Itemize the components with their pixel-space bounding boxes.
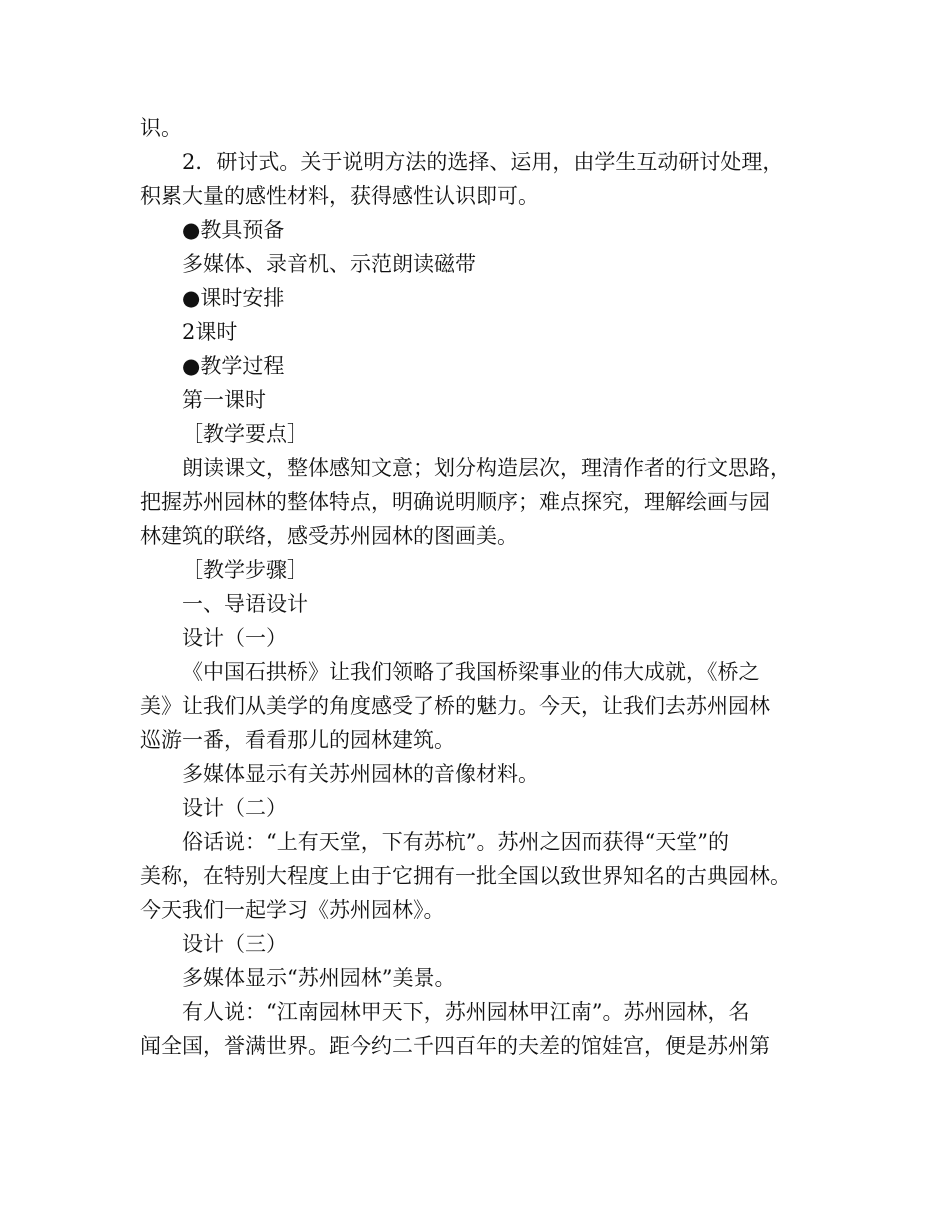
text-line: 《中国石拱桥》让我们领略了我国桥梁事业的伟大成就，《桥之 <box>182 660 760 684</box>
text-line: 有人说：“江南园林甲天下，苏州园林甲江南”。苏州园林，名 <box>182 1000 750 1024</box>
text-line: ●教学过程 <box>182 354 285 378</box>
text-line: 今天我们一起学习《苏州园林》。 <box>140 898 445 922</box>
text-line: 识。 <box>140 116 182 140</box>
text-line: 美》让我们从美学的角度感受了桥的魅力。今天，让我们去苏州园林 <box>140 694 770 718</box>
document-body <box>140 111 820 1063</box>
text-line: 设计（三） <box>182 932 287 956</box>
text-line: 朗读课文，整体感知文意；划分构造层次，理清作者的行文思路， <box>182 456 791 480</box>
text-line: ●教具预备 <box>182 218 285 242</box>
text-line: 林建筑的联络，感受苏州园林的图画美。 <box>140 524 518 548</box>
text-line: ［教学步骤］ <box>182 558 308 582</box>
text-line: 积累大量的感性材料，获得感性认识即可。 <box>140 184 539 208</box>
text-line: 一、导语设计 <box>182 592 308 616</box>
text-line: 多媒体、录音机、示范朗读磁带 <box>182 252 476 276</box>
text-line: 把握苏州园林的整体特点，明确说明顺序；难点探究，理解绘画与园 <box>140 490 770 514</box>
text-line: ［教学要点］ <box>182 422 308 446</box>
text-line: 多媒体显示“苏州园林”美景。 <box>182 966 456 990</box>
text-line: 巡游一番，看看那儿的园林建筑。 <box>140 728 455 752</box>
text-line: 2．研讨式。关于说明方法的选择、运用，由学生互动研讨处理， <box>182 150 784 174</box>
text-line: 设计（二） <box>182 796 287 820</box>
text-line: ●课时安排 <box>182 286 285 310</box>
text-line: 2课时 <box>182 320 238 344</box>
text-line: 美称，在特别大程度上由于它拥有一批全国以致世界知名的古典园林。 <box>140 864 791 888</box>
text-line: 俗话说：“上有天堂，下有苏杭”。苏州之因而获得“天堂”的 <box>182 830 729 854</box>
text-line: 多媒体显示有关苏州园林的音像材料。 <box>182 762 539 786</box>
text-line: 设计（一） <box>182 626 287 650</box>
text-line: 闻全国，誉满世界。距今约二千四百年的夫差的馆娃宫，便是苏州第 <box>140 1034 770 1058</box>
text-line: 第一课时 <box>182 388 266 412</box>
